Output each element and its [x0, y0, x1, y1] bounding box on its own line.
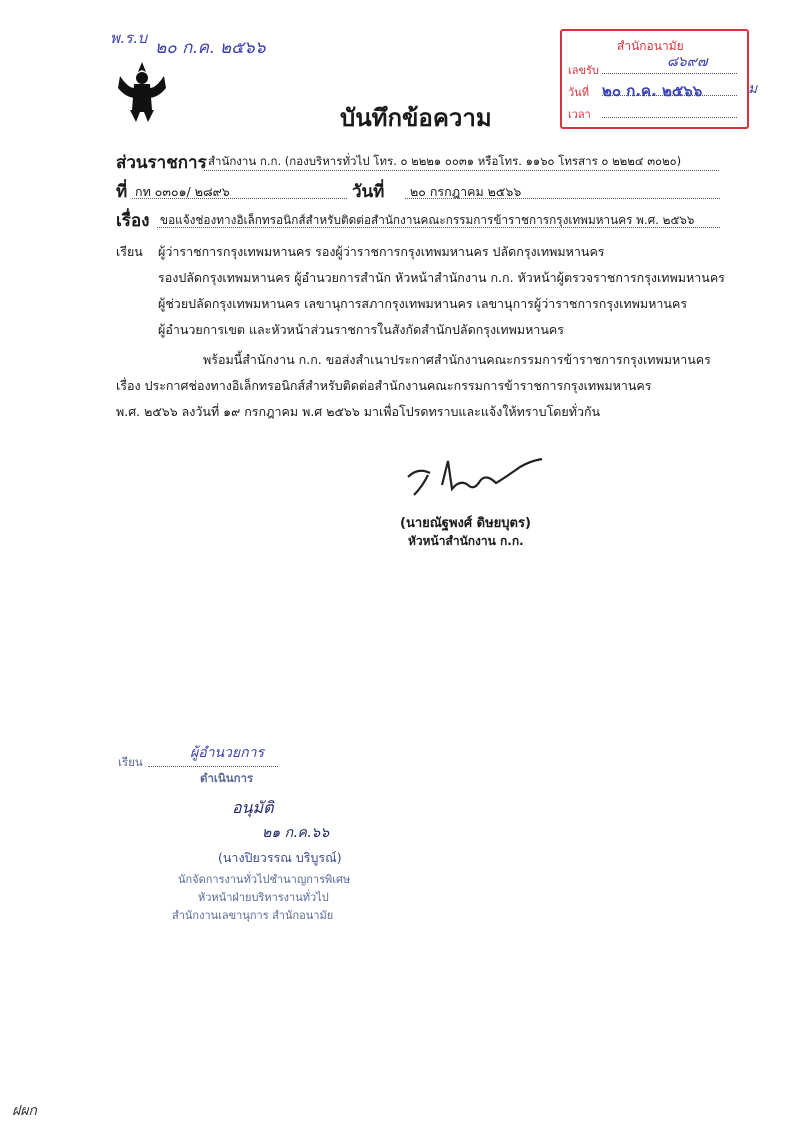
body-line-3: พ.ศ. ๒๕๖๖ ลงวันที่ ๑๙ กรกฎาคม พ.ศ ๒๕๖๖ มาเพื่อโปรดทราบและแจ้งให้ทราบโดยทั่วกัน	[116, 404, 601, 419]
routing-to-handwritten: ผู้อำนวยการ	[190, 745, 264, 761]
signature-icon	[400, 455, 550, 505]
stamp-date-label: วันที่	[568, 86, 589, 99]
stamp-time-label: เวลา	[568, 108, 591, 121]
to-line-3: ผู้ช่วยปลัดกรุงเทพมหานคร เลขานุการสภากรุงเทพมหานคร เลขานุการผู้ว่าราชการกรุงเทพมหานคร	[158, 296, 688, 311]
doc-no-label: ที่	[116, 182, 128, 202]
subject-line	[157, 227, 720, 228]
stamp-receipt-label: เลขรับ	[568, 64, 599, 77]
doc-no-line	[132, 198, 347, 199]
doc-date-value: ๒๐ กรกฎาคม ๒๕๖๖	[410, 184, 522, 199]
routing-to-label: เรียน	[118, 755, 143, 769]
footer-handwriting: ฝผก	[12, 1103, 37, 1119]
routing-handwritten-date: ๒๑ ก.ค.๖๖	[262, 825, 330, 841]
doc-no-value: กท ๐๓๐๑/ ๒๘๙๖	[135, 184, 230, 199]
page-title: บันทึกข้อความ	[340, 104, 492, 132]
agency-label: ส่วนราชการ	[116, 153, 207, 173]
to-line-4: ผู้อำนวยการเขต และหัวหน้าส่วนราชการในสังกัดสำนักปลัดกรุงเทพมหานคร	[158, 322, 564, 337]
body-line-1: พร้อมนี้สำนักงาน ก.ก. ขอส่งสำเนาประกาศสำนักงานคณะกรรมการข้าราชการกรุงเทพมหานคร	[203, 352, 711, 367]
to-line-2: รองปลัดกรุงเทพมหานคร ผู้อำนวยการสำนัก หัวหน้าสำนักงาน ก.ก. หัวหน้าผู้ตรวจราชการกรุงเทพมหานคร	[158, 270, 725, 285]
receipt-stamp	[560, 29, 749, 129]
handwritten-date: ๒๐ ก.ค. ๒๕๖๖	[155, 38, 266, 58]
routing-officer-title-2: หัวหน้าฝ่ายบริหารงานทั่วไป	[198, 891, 329, 904]
doc-date-line	[405, 198, 720, 199]
stamp-receipt-line	[602, 73, 737, 74]
subject-value: ขอแจ้งช่องทางอิเล็กทรอนิกส์สำหรับติดต่อสำนักงานคณะกรรมการข้าราชการกรุงเทพมหานคร พ.ศ. ๒๕๖๖	[160, 213, 695, 227]
routing-to-line	[148, 766, 278, 767]
stamp-receipt-no: ๘๖๙๗	[667, 54, 708, 70]
routing-officer-name: (นางปิยวรรณ บริบูรณ์)	[218, 850, 342, 865]
stamp-office: สำนักอนามัย	[617, 39, 684, 53]
agency-line	[204, 170, 719, 171]
to-line-1: ผู้ว่าราชการกรุงเทพมหานคร รองผู้ว่าราชการกรุงเทพมหานคร ปลัดกรุงเทพมหานคร	[158, 244, 605, 259]
doc-date-label: วันที่	[352, 182, 385, 202]
subject-label: เรื่อง	[116, 211, 150, 231]
stamp-date-value: ๒๐ ก.ค. ๒๕๖๖	[602, 82, 703, 100]
stamp-initials: ม	[748, 81, 758, 97]
signer-name: (นายณัฐพงศ์ ดิษยบุตร)	[400, 516, 531, 531]
routing-handwritten-note: อนุมัติ	[232, 798, 274, 817]
routing-action: ดำเนินการ	[200, 771, 254, 785]
signer-title: หัวหน้าสำนักงาน ก.ก.	[408, 534, 524, 548]
routing-officer-title-3: สำนักงานเลขานุการ สำนักอนามัย	[172, 909, 334, 922]
body-line-2: เรื่อง ประกาศช่องทางอิเล็กทรอนิกส์สำหรับติดต่อสำนักงานคณะกรรมการข้าราชการกรุงเทพมหานคร	[116, 378, 652, 393]
to-label: เรียน	[116, 244, 143, 259]
handwritten-ref: พ.ร.บ	[110, 29, 148, 47]
agency-value: สำนักงาน ก.ก. (กองบริหารทั่วไป โทร. ๐ ๒๒๒๑ ๐๐๓๑ หรือโทร. ๑๑๖๐ โทรสาร ๐ ๒๒๒๔ ๓๐๒๐)	[208, 154, 682, 168]
routing-officer-title-1: นักจัดการงานทั่วไปชำนาญการพิเศษ	[178, 873, 351, 886]
stamp-time-line	[602, 117, 737, 118]
garuda-emblem-icon	[112, 58, 172, 124]
